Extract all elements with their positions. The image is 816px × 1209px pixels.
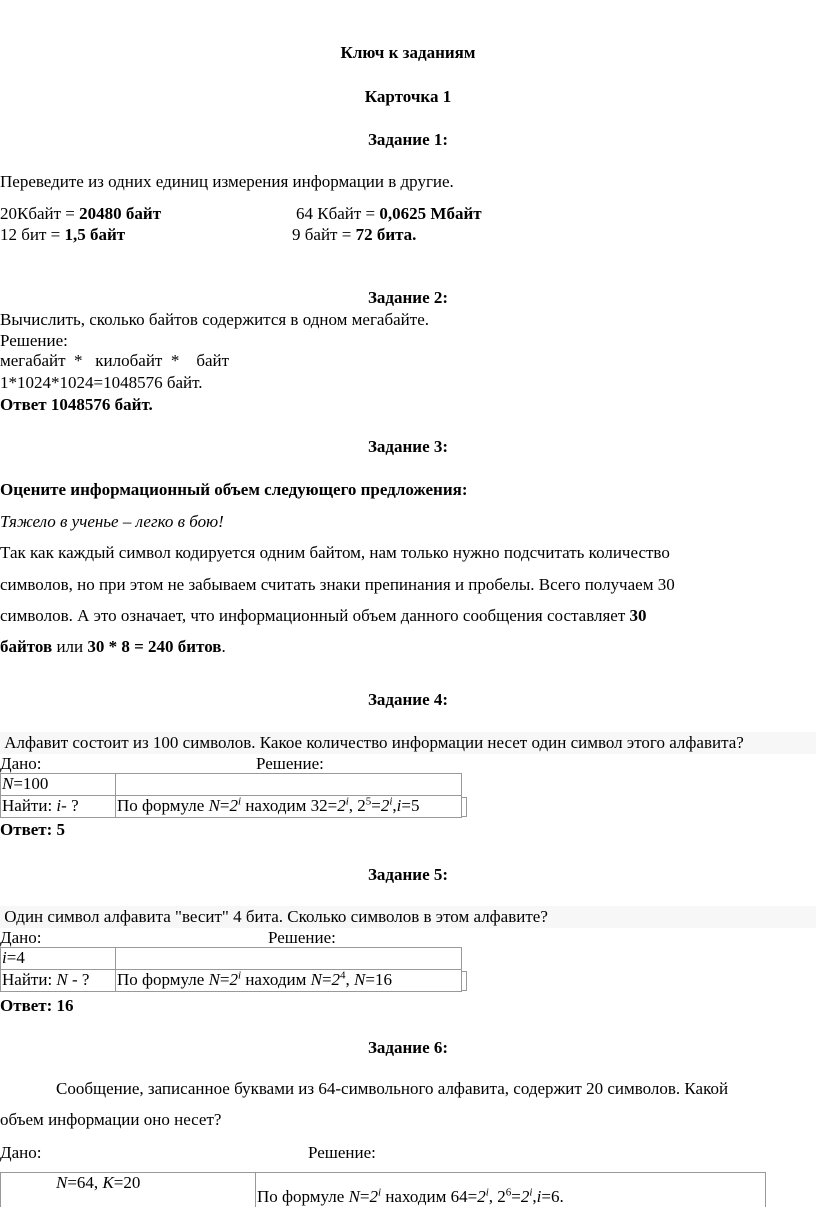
task5-find-cell: Найти: N - ? [1, 970, 116, 992]
task4-answer: Ответ: 5 [0, 820, 66, 839]
task4-given-label: Дано: [0, 754, 42, 773]
task6-heading: Задание 6: [367, 1038, 449, 1057]
task2-answer: Ответ 1048576 байт. [0, 395, 153, 414]
task1-row1-right: 64 Кбайт = 0,0625 Мбайт [296, 204, 482, 223]
task4-solution-label: Решение: [256, 754, 324, 773]
task2-question: Вычислить, сколько байтов содержится в одном мегабайте. [0, 310, 429, 329]
task4-heading: Задание 4: [367, 690, 449, 709]
task4-find-cell: Найти: i- ? [1, 796, 116, 818]
task5-given-label: Дано: [0, 928, 42, 947]
task3-phrase: Тяжело в ученье – легко в бою! [0, 512, 224, 531]
task1-heading: Задание 1: [367, 130, 449, 149]
task5-solution-cell: По формуле $N=2^i$ находим $N=2^4$, N=16 [116, 970, 462, 992]
task2-solution-label: Решение: [0, 331, 68, 350]
task4-given-cell: N=100 [1, 774, 116, 796]
task6-given-label: Дано: [0, 1143, 42, 1162]
task1-row1-left: 20Кбайт = 20480 байт [0, 204, 162, 223]
task6-question-line1: Сообщение, записанное буквами из 64-символьного алфавита, содержит 20 символов. Какой [56, 1079, 729, 1098]
task5-answer: Ответ: 16 [0, 996, 74, 1015]
task4-empty-cell [116, 774, 462, 796]
task3-line4: байтов или 30 * 8 = 240 битов. [0, 637, 226, 656]
task1-question: Переведите из одних единиц измерения информации в другие. [0, 172, 454, 191]
task6-question-line2: объем информации оно несет? [0, 1110, 222, 1129]
task4-question: Алфавит состоит из 100 символов. Какое количество информации несет один символ этого алфавита? [0, 733, 744, 752]
task4-table [0, 773, 462, 818]
task2-heading: Задание 2: [367, 288, 449, 307]
task5-question: Один символ алфавита "весит" 4 бита. Сколько символов в этом алфавите? [0, 907, 548, 926]
task5-heading: Задание 5: [367, 865, 449, 884]
doc-title: Ключ к заданиям [340, 43, 476, 62]
task5-table [0, 947, 462, 992]
task2-calc: 1*1024*1024=1048576 байт. [0, 373, 203, 392]
task3-line3: символов. А это означает, что информационный объем данного сообщения составляет 30 [0, 606, 647, 625]
task5-given-cell: i=4 [1, 948, 116, 970]
task6-given-cell: N=64, K=20 [1, 1173, 256, 1208]
task1-row2-left: 12 бит = 1,5 байт [0, 225, 126, 244]
task2-units: мегабайт * килобайт * байт [0, 351, 230, 370]
task3-heading: Задание 3: [367, 437, 449, 456]
task5-empty-cell [116, 948, 462, 970]
task5-table-stub [462, 971, 467, 991]
task3-line2: символов, но при этом не забываем считать знаки препинания и пробелы. Всего получаем 30 [0, 575, 675, 594]
task3-line1: Так как каждый символ кодируется одним байтом, нам только нужно подсчитать количество [0, 543, 670, 562]
task4-table-stub [462, 797, 467, 817]
task5-solution-label: Решение: [268, 928, 336, 947]
task4-solution-cell: По формуле $N=2^i$ находим $32=2^i$, $2^5=2^i,i=5$ [116, 796, 462, 818]
card-title: Карточка 1 [364, 87, 452, 106]
task3-question: Оцените информационный объем следующего предложения: [0, 480, 468, 499]
task1-row2-right: 9 байт = 72 бита. [292, 225, 417, 244]
task6-table [0, 1172, 766, 1207]
task6-solution-label: Решение: [308, 1143, 376, 1162]
task6-solution-cell: По формуле $N=2^i$ находим $64=2^i$, $2^6=2^i,i=6$. [256, 1173, 766, 1208]
